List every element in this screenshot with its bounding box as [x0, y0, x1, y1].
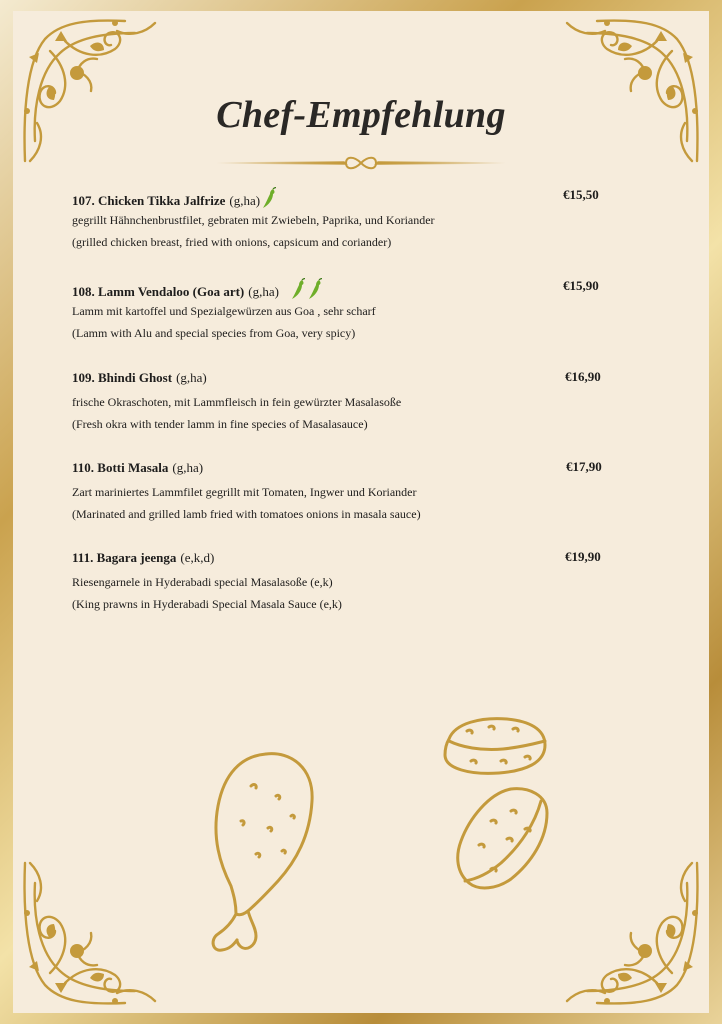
- corner-ornament-icon: [547, 11, 707, 171]
- item-title: [72, 369, 207, 386]
- chili-icon: [261, 187, 277, 209]
- menu-item: [72, 549, 652, 615]
- menu-item: [72, 187, 652, 253]
- item-name: 110. Botti Masala: [72, 460, 169, 475]
- item-price: €15,50: [563, 187, 599, 202]
- menu-item: [72, 278, 652, 344]
- item-title: [72, 192, 277, 209]
- item-header: [72, 278, 652, 300]
- item-description-de: gegrillt Hähnchenbrustfilet, gebraten mit Zwiebeln, Paprika, und Koriander: [72, 213, 435, 227]
- allergen-tags: (e,k,d): [180, 550, 215, 565]
- item-title: [72, 283, 323, 300]
- item-name: 109. Bhindi Ghost: [72, 370, 173, 385]
- item-header: [72, 187, 652, 209]
- pakora-icon: [451, 783, 553, 895]
- menu-item: [72, 459, 652, 525]
- item-description-de: Riesengarnele in Hyderabadi special Masalasoße (e,k): [72, 575, 333, 589]
- page-title: Chef-Empfehlung: [216, 94, 506, 136]
- chili-icon: [307, 278, 323, 300]
- menu-item: [72, 369, 652, 435]
- item-description-en: (grilled chicken breast, fried with onions, capsicum and coriander): [72, 235, 392, 249]
- chicken-leg-icon: [196, 746, 321, 961]
- spice-level: [260, 192, 277, 209]
- pakora-icon: [441, 711, 551, 781]
- item-price: €15,90: [563, 278, 599, 293]
- item-title: [72, 549, 214, 566]
- spice-level: [289, 283, 323, 300]
- chili-icon: [290, 278, 306, 300]
- item-price: €16,90: [565, 369, 601, 384]
- item-description-en: (Lamm with Alu and special species from Goa, very spicy): [72, 326, 356, 340]
- item-description-de: Lamm mit kartoffel und Spezialgewürzen aus Goa , sehr scharf: [72, 304, 376, 318]
- item-description-de: Zart mariniertes Lammfilet gegrillt mit Tomaten, Ingwer und Koriander: [72, 485, 417, 499]
- allergen-tags: (g,ha): [172, 460, 204, 475]
- ornament-divider-icon: [216, 153, 506, 173]
- corner-ornament-icon: [15, 11, 175, 171]
- item-price: €19,90: [565, 549, 601, 564]
- item-description-en: (Marinated and grilled lamb fried with tomatoes onions in masala sauce): [72, 507, 421, 521]
- allergen-tags: (g,ha): [248, 284, 279, 299]
- item-price: €17,90: [566, 459, 602, 474]
- item-header: [72, 459, 652, 481]
- menu-paper: [13, 11, 709, 1013]
- item-name: 111. Bagara jeenga: [72, 550, 177, 565]
- item-description-en: (Fresh okra with tender lamm in fine species of Masalasauce): [72, 417, 368, 431]
- allergen-tags: (g,ha): [229, 193, 261, 208]
- item-header: [72, 549, 652, 571]
- allergen-tags: (g,ha): [176, 370, 207, 385]
- corner-ornament-icon: [547, 853, 707, 1013]
- corner-ornament-icon: [15, 853, 175, 1013]
- item-description-en: (King prawns in Hyderabadi Special Masala Sauce (e,k): [72, 597, 342, 611]
- item-title: [72, 459, 203, 476]
- item-name: 107. Chicken Tikka Jalfrize: [72, 193, 226, 208]
- item-description-de: frische Okraschoten, mit Lammfleisch in fein gewürzter Masalasoße: [72, 395, 402, 409]
- item-name: 108. Lamm Vendaloo (Goa art): [72, 284, 245, 299]
- item-header: [72, 369, 652, 391]
